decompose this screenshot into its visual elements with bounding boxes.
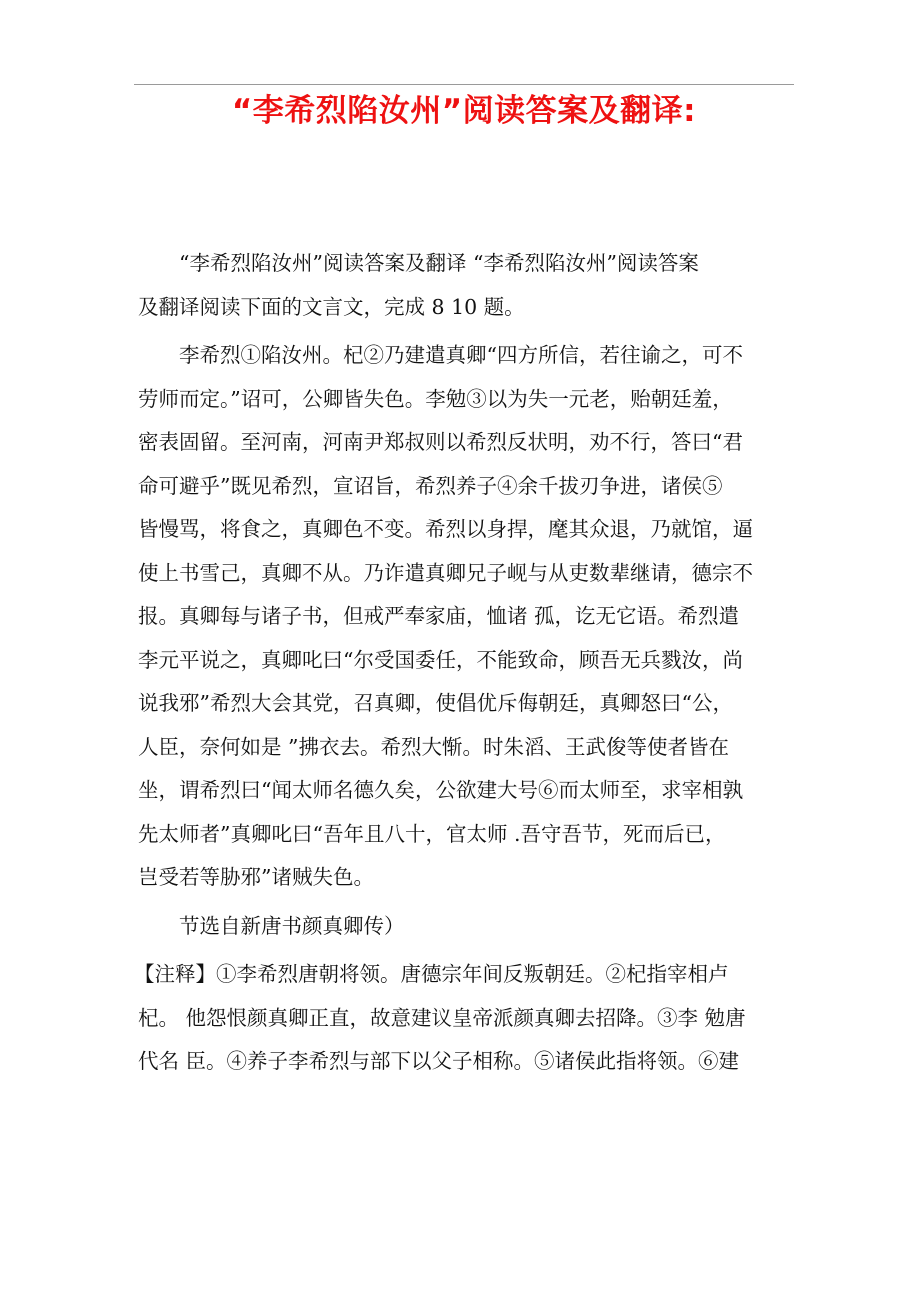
text-line: 节选自新唐书颜真卿传） — [179, 913, 405, 938]
text-line: 报。真卿每与诸子书，但戒严奉家庙，恤诸 孤，讫无它语。希烈遣 — [138, 604, 740, 628]
text-line: 密表固留。至河南，河南尹郑叔则以希烈反状明，劝不行，答曰“君 — [138, 430, 743, 454]
text-line: 劳师而定。”诏可，公卿皆失色。李勉③以为失一元老，贻朝廷羞， — [138, 386, 733, 411]
text-line: 李希烈①陷汝州。杞②乃建遣真卿“四方所信，若往谕之，可不 — [179, 343, 743, 367]
text-line: 先太师者”真卿叱曰“吾年且八十，官太师 .吾守吾节，死而后已， — [138, 821, 726, 846]
text-line: 及翻译阅读下面的文言文，完成 8 10 题。 — [138, 294, 525, 319]
text-line: “李希烈陷汝州”阅读答案及翻译 “李希烈陷汝州”阅读答案 — [179, 251, 699, 275]
text-line: 【注释】①李希烈唐朝将领。唐德宗年间反叛朝廷。②杞指宰相卢 — [134, 962, 729, 986]
paragraph-source — [138, 905, 786, 949]
header-rule — [134, 84, 794, 85]
paragraph-notes — [134, 953, 786, 1084]
text-line: 李元平说之，真卿叱曰“尔受国委任，不能致命，顾吾无兵戮汝，尚 — [138, 647, 743, 672]
text-line: 代名 臣。④养子李希烈与部下以父子相称。⑤诸侯此指将领。⑥建 — [138, 1049, 740, 1073]
text-line: 命可避乎”既见希烈，宣诏旨，希烈养子④余千拔刃争进，诸侯⑤ — [138, 473, 723, 498]
paragraph-main-text — [138, 334, 786, 900]
paragraph-intro — [138, 242, 786, 329]
text-line: 皆慢骂，将食之，真卿色不变。希烈以身捍，麾其众退，乃就馆，逼 — [138, 517, 753, 541]
text-line: 岂受若等胁邪”诸贼失色。 — [138, 865, 374, 889]
document-title: “李希烈陷汝州”阅读答案及翻译: — [231, 93, 697, 129]
text-line: 杞。 他怨恨颜真卿正直，故意建议皇帝派颜真卿去招降。③李 勉唐 — [138, 1005, 746, 1030]
text-line: 使上书雪己，真卿不从。乃诈遣真卿兄子岘与从吏数辈继请，德宗不 — [138, 560, 753, 585]
text-line: 说我邪”希烈大会其党，召真卿，使倡优斥侮朝廷，真卿怒曰“公， — [138, 691, 733, 715]
text-line: 坐，谓希烈曰“闻太师名德久矣，公欲建大号⑥而太师至，求宰相孰 — [138, 778, 743, 802]
document-body — [134, 242, 786, 1084]
text-line: 人臣，奈何如是 ”拂衣去。希烈大惭。时朱滔、王武俊等使者皆在 — [138, 734, 729, 759]
